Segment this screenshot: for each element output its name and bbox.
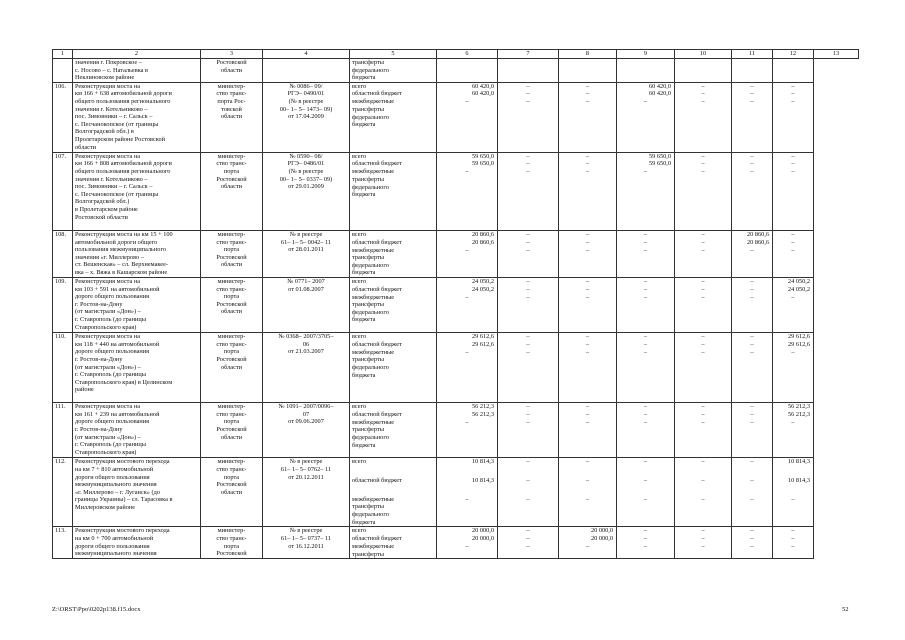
funding-source: межбюджетные трансферты федерального бюджета [350, 496, 437, 527]
amount-cell: 56 212,3 [773, 411, 814, 419]
funding-source: всего [350, 458, 437, 477]
amount-cell: – [559, 341, 617, 349]
object-name: Реконструкция моста на км 166 + 638 автомобильной дороги общего пользования регионального значения г. Котельниково – пос. Зимовники – г. Сальск – с. Песчанокопское (от границы Волгоградской обл.) в Пролетарском районе Ростовской области [73, 82, 201, 152]
column-number: 13 [814, 50, 859, 59]
amount-cell: – [773, 294, 814, 333]
row-number: 108. [53, 230, 73, 277]
amount-cell: – [437, 294, 498, 333]
amount-cell: – [732, 278, 773, 286]
amount-cell: – [675, 168, 732, 230]
amount-cell [498, 59, 559, 83]
amount-cell: 10 814,3 [437, 477, 498, 496]
amount-cell: 20 000,0 [437, 527, 498, 535]
amount-cell: – [617, 168, 675, 230]
executor: министер- ство транс- порта Ростовской [201, 527, 263, 559]
column-number: 5 [350, 50, 437, 59]
amount-cell: – [617, 294, 675, 333]
amount-cell: – [617, 278, 675, 286]
amount-cell: – [617, 286, 675, 294]
column-number: 11 [732, 50, 773, 59]
amount-cell: – [732, 90, 773, 98]
amount-cell: – [675, 341, 732, 349]
amount-cell: – [559, 543, 617, 559]
amount-cell: 20 860,6 [732, 239, 773, 247]
amount-cell: – [617, 419, 675, 458]
funding-line [53, 278, 859, 286]
amount-cell: – [559, 477, 617, 496]
amount-cell: – [773, 247, 814, 278]
row-number: 112. [53, 458, 73, 527]
amount-cell: – [617, 403, 675, 411]
column-number: 12 [773, 50, 814, 59]
expertise-document: № 0590– 08/ РГЭ– 0486/01 (№ в реестре 00– 1– 5– 0337– 09) от 29.01.2009 [263, 152, 350, 230]
amount-cell: 29 612,6 [773, 333, 814, 341]
amount-cell: – [773, 160, 814, 168]
amount-cell: – [675, 527, 732, 535]
expertise-document: № 1091– 2007/0096– 07 от 09.06.2007 [263, 403, 350, 458]
amount-cell: – [559, 160, 617, 168]
amount-cell: – [675, 278, 732, 286]
object-name: Реконструкция моста на км 15 + 100 автомобильной дороги общего пользования межмуниципального значения «г. Миллерово – ст. Вешенская» – сл. Верхнемакее- вка – х. Вяжа в Кашарском районе [73, 230, 201, 277]
funding-source: всего [350, 152, 437, 160]
amount-cell: – [617, 458, 675, 477]
funding-source: межбюджетные трансферты [350, 543, 437, 559]
amount-cell: 60 420,0 [437, 82, 498, 90]
amount-cell: – [498, 286, 559, 294]
amount-cell: 20 860,6 [437, 230, 498, 238]
object-name: Реконструкция моста на км 166 + 808 автомобильной дороги общего пользования регионального значения г. Котельниково – пос. Зимовники – г. Сальск – с. Песчанокопское (от границы Волгоградской обл.) в Пролетарском районе Ростовской области [73, 152, 201, 230]
funding-source: областной бюджет [350, 477, 437, 496]
amount-cell: – [498, 458, 559, 477]
amount-cell: – [617, 98, 675, 152]
amount-cell: – [617, 239, 675, 247]
amount-cell: – [732, 152, 773, 160]
amount-cell: – [617, 247, 675, 278]
amount-cell: – [559, 90, 617, 98]
amount-cell: 20 860,6 [732, 230, 773, 238]
row-number: 111. [53, 403, 73, 458]
amount-cell: – [498, 294, 559, 333]
row-number [53, 59, 73, 83]
column-number: 3 [201, 50, 263, 59]
object-name: Реконструкция мостового перехода на км 0 + 700 автомобильной дороги общего пользования межмуниципального значения [73, 527, 201, 559]
amount-cell: – [498, 341, 559, 349]
amount-cell: – [559, 458, 617, 477]
funding-line [53, 458, 859, 477]
amount-cell: – [498, 411, 559, 419]
expertise-document: № 0086– 09/ РГЭ– 0490/01 (№ в реестре 00– 1– 5– 1473– 09) от 17.04.2009 [263, 82, 350, 152]
object-name: Реконструкция моста на км 118 + 440 на автомобильной дороге общего пользования г. Ростов-на-Дону (от магистрали «Дон») – г. Ставрополь (до границы Ставропольского края) в Целинском районе [73, 333, 201, 403]
funding-source: областной бюджет [350, 411, 437, 419]
amount-cell: 56 212,3 [437, 403, 498, 411]
executor: министер- ство транс- порта Ростовской области [201, 230, 263, 277]
amount-cell: – [732, 294, 773, 333]
amount-cell: 29 612,6 [437, 341, 498, 349]
object-name: Реконструкция мостового перехода на км 7 + 810 автомобильной дороги общего пользования межмуниципального значения «г. Миллерово – г. Луганск» (до границы Украины) – сл. Тарасовка в Миллеровском районе [73, 458, 201, 527]
amount-cell: – [732, 419, 773, 458]
amount-cell: – [732, 527, 773, 535]
amount-cell: – [559, 496, 617, 527]
amount-cell: – [498, 477, 559, 496]
amount-cell: – [559, 239, 617, 247]
funding-source: межбюджетные трансферты федерального бюджета [350, 247, 437, 278]
amount-cell: 20 000,0 [559, 535, 617, 543]
amount-cell: – [732, 477, 773, 496]
column-number: 4 [263, 50, 350, 59]
amount-cell: 29 612,6 [773, 341, 814, 349]
amount-cell: – [773, 535, 814, 543]
amount-cell: 59 650,0 [617, 160, 675, 168]
amount-cell: – [498, 333, 559, 341]
amount-cell: – [773, 230, 814, 238]
row-number: 106. [53, 82, 73, 152]
amount-cell: – [773, 239, 814, 247]
amount-cell: – [617, 527, 675, 535]
amount-cell: – [732, 247, 773, 278]
executor: министер- ство транс- порта Ростовской области [201, 278, 263, 333]
column-number: 2 [73, 50, 201, 59]
amount-cell: – [559, 333, 617, 341]
funding-source: всего [350, 82, 437, 90]
amount-cell: 59 650,0 [437, 152, 498, 160]
funding-source: областной бюджет [350, 239, 437, 247]
amount-cell: – [675, 543, 732, 559]
amount-cell: – [675, 247, 732, 278]
expertise-document: № в реестре 61– 1– 5– 0762– 11 от 20.12.2011 [263, 458, 350, 527]
amount-cell: – [559, 152, 617, 160]
funding-source: всего [350, 527, 437, 535]
amount-cell: – [732, 349, 773, 403]
amount-cell: 56 212,3 [437, 411, 498, 419]
amount-cell: – [437, 247, 498, 278]
amount-cell [559, 59, 617, 83]
amount-cell: – [498, 247, 559, 278]
amount-cell: – [732, 543, 773, 559]
amount-cell: – [675, 82, 732, 90]
amount-cell: – [732, 160, 773, 168]
amount-cell: – [559, 278, 617, 286]
amount-cell: – [617, 543, 675, 559]
column-number: 9 [617, 50, 675, 59]
funding-source: межбюджетные трансферты федерального бюджета [350, 168, 437, 230]
amount-cell: – [773, 168, 814, 230]
amount-cell: – [773, 82, 814, 90]
amount-cell: 10 814,3 [437, 458, 498, 477]
amount-cell [437, 59, 498, 83]
funding-source: всего [350, 278, 437, 286]
amount-cell: – [732, 168, 773, 230]
footer-file-path: Z:\ORST\Ppo\0202p138.f15.docx [52, 606, 141, 613]
amount-cell: – [437, 349, 498, 403]
amount-cell: 60 420,0 [617, 90, 675, 98]
amount-cell: 60 420,0 [617, 82, 675, 90]
amount-cell: – [559, 294, 617, 333]
amount-cell: – [675, 90, 732, 98]
amount-cell: – [498, 496, 559, 527]
amount-cell [617, 59, 675, 83]
amount-cell: – [773, 152, 814, 160]
amount-cell: – [559, 82, 617, 90]
amount-cell: – [732, 341, 773, 349]
amount-cell: – [498, 403, 559, 411]
executor: министер- ство транс- порта Ростовской области [201, 152, 263, 230]
amount-cell: – [437, 98, 498, 152]
amount-cell: 59 650,0 [437, 160, 498, 168]
amount-cell: – [773, 98, 814, 152]
footer-page-number: 52 [842, 606, 849, 613]
amount-cell: – [732, 411, 773, 419]
expertise-document: № 0771– 2007 от 01.08.2007 [263, 278, 350, 333]
column-number: 6 [437, 50, 498, 59]
amount-cell: – [675, 294, 732, 333]
amount-cell: 24 050,2 [437, 286, 498, 294]
amount-cell: 56 212,3 [773, 403, 814, 411]
amount-cell: – [559, 411, 617, 419]
amount-cell: 24 050,2 [437, 278, 498, 286]
funding-source: областной бюджет [350, 535, 437, 543]
amount-cell: – [617, 535, 675, 543]
expertise-document: № в реестре 61– 1– 5– 0737– 11 от 16.12.2011 [263, 527, 350, 559]
amount-cell: – [675, 239, 732, 247]
amount-cell: – [732, 333, 773, 341]
amount-cell [773, 59, 814, 83]
amount-cell: – [773, 419, 814, 458]
funding-source: межбюджетные трансферты федерального бюджета [350, 98, 437, 152]
amount-cell: – [617, 230, 675, 238]
amount-cell: – [732, 403, 773, 411]
row-number: 107. [53, 152, 73, 230]
amount-cell: – [498, 230, 559, 238]
funding-source: всего [350, 403, 437, 411]
amount-cell: – [732, 535, 773, 543]
amount-cell: – [675, 403, 732, 411]
column-number: 7 [498, 50, 559, 59]
amount-cell: – [675, 98, 732, 152]
amount-cell: – [498, 239, 559, 247]
amount-cell: – [675, 286, 732, 294]
amount-cell: – [617, 411, 675, 419]
amount-cell: – [437, 168, 498, 230]
funding-source: межбюджетные трансферты федерального бюджета [350, 419, 437, 458]
amount-cell: – [498, 278, 559, 286]
amount-cell: 59 650,0 [617, 152, 675, 160]
funding-source: областной бюджет [350, 90, 437, 98]
executor: министер- ство транс- порта Рос- товской области [201, 82, 263, 152]
funding-source: областной бюджет [350, 341, 437, 349]
amount-cell: – [437, 543, 498, 559]
amount-cell: – [773, 496, 814, 527]
amount-cell: – [617, 496, 675, 527]
amount-cell: – [732, 98, 773, 152]
expertise-document: № 0368– 2007/3705– 06 от 21.03.2007 [263, 333, 350, 403]
amount-cell: – [437, 496, 498, 527]
amount-cell: – [559, 230, 617, 238]
amount-cell: – [675, 535, 732, 543]
amount-cell: – [498, 349, 559, 403]
amount-cell: – [732, 82, 773, 90]
amount-cell: – [498, 90, 559, 98]
amount-cell: – [617, 341, 675, 349]
amount-cell: – [559, 349, 617, 403]
amount-cell: – [498, 419, 559, 458]
amount-cell: – [773, 349, 814, 403]
amount-cell: – [498, 543, 559, 559]
column-number: 10 [675, 50, 732, 59]
header-row [53, 50, 859, 59]
funding-source: областной бюджет [350, 286, 437, 294]
column-number: 8 [559, 50, 617, 59]
amount-cell: – [498, 152, 559, 160]
funding-line [53, 152, 859, 160]
amount-cell: 20 860,6 [437, 239, 498, 247]
expertise-document [263, 59, 350, 83]
amount-cell: – [675, 496, 732, 527]
amount-cell: 10 814,3 [773, 458, 814, 477]
funding-line [53, 59, 859, 83]
row-number: 110. [53, 333, 73, 403]
amount-cell: – [675, 230, 732, 238]
amount-cell: 24 050,2 [773, 278, 814, 286]
funding-source: трансферты федерального бюджета [350, 59, 437, 83]
executor: министер- ство транс- порта Ростовской области [201, 458, 263, 527]
executor: Ростовской области [201, 59, 263, 83]
object-name: значения г. Покровское – с. Носово – с. Натальевка в Неклиновском районе [73, 59, 201, 83]
amount-cell: – [773, 527, 814, 535]
funding-source: межбюджетные трансферты федерального бюджета [350, 294, 437, 333]
object-name: Реконструкция моста на км 103 + 591 на автомобильной дороге общего пользования г. Ростов-на-Дону (от магистрали «Дон») – г. Ставрополь (до границы Ставропольского края) [73, 278, 201, 333]
funding-source: областной бюджет [350, 160, 437, 168]
row-number: 109. [53, 278, 73, 333]
amount-cell: – [675, 160, 732, 168]
amount-cell: 60 420,0 [437, 90, 498, 98]
amount-cell: – [732, 496, 773, 527]
amount-cell: 20 000,0 [559, 527, 617, 535]
column-number: 1 [53, 50, 73, 59]
amount-cell: – [675, 458, 732, 477]
amount-cell: – [732, 286, 773, 294]
amount-cell [675, 59, 732, 83]
amount-cell: 10 814,3 [773, 477, 814, 496]
amount-cell: – [617, 349, 675, 403]
expertise-document: № в реестре 61– 1– 5– 0042– 11 от 28.01.2011 [263, 230, 350, 277]
amount-cell: – [559, 419, 617, 458]
amount-cell: – [437, 419, 498, 458]
amount-cell: – [773, 543, 814, 559]
object-name: Реконструкция моста на км 161 + 239 на автомобильной дороге общего пользования г. Ростов-на-Дону (от магистрали «Дон») – г. Ставрополь (до границы Ставропольского края) [73, 403, 201, 458]
amount-cell: – [559, 98, 617, 152]
funding-line [53, 230, 859, 238]
row-number: 113. [53, 527, 73, 559]
amount-cell: – [675, 411, 732, 419]
funding-source: межбюджетные трансферты федерального бюджета [350, 349, 437, 403]
amount-cell: – [498, 527, 559, 535]
executor: министер- ство транс- порта Ростовской области [201, 403, 263, 458]
amount-cell: – [498, 160, 559, 168]
amount-cell: – [559, 403, 617, 411]
funding-line [53, 527, 859, 535]
amount-cell: – [498, 535, 559, 543]
executor: министер- ство транс- порта Ростовской области [201, 333, 263, 403]
funding-source: всего [350, 230, 437, 238]
amount-cell: 29 612,6 [437, 333, 498, 341]
amount-cell: – [498, 82, 559, 90]
funding-line [53, 333, 859, 341]
amount-cell: – [498, 98, 559, 152]
program-table [52, 49, 859, 559]
funding-line [53, 82, 859, 90]
amount-cell [732, 59, 773, 83]
amount-cell: – [675, 333, 732, 341]
amount-cell: – [675, 477, 732, 496]
amount-cell: – [773, 90, 814, 98]
amount-cell: – [675, 349, 732, 403]
amount-cell: 24 050,2 [773, 286, 814, 294]
amount-cell: 20 000,0 [437, 535, 498, 543]
amount-cell: – [617, 333, 675, 341]
amount-cell: – [559, 247, 617, 278]
amount-cell: – [732, 458, 773, 477]
funding-line [53, 403, 859, 411]
amount-cell: – [559, 286, 617, 294]
amount-cell: – [559, 168, 617, 230]
amount-cell: – [675, 152, 732, 160]
funding-source: всего [350, 333, 437, 341]
amount-cell: – [617, 477, 675, 496]
document-page [52, 49, 858, 559]
amount-cell: – [675, 419, 732, 458]
amount-cell: – [498, 168, 559, 230]
